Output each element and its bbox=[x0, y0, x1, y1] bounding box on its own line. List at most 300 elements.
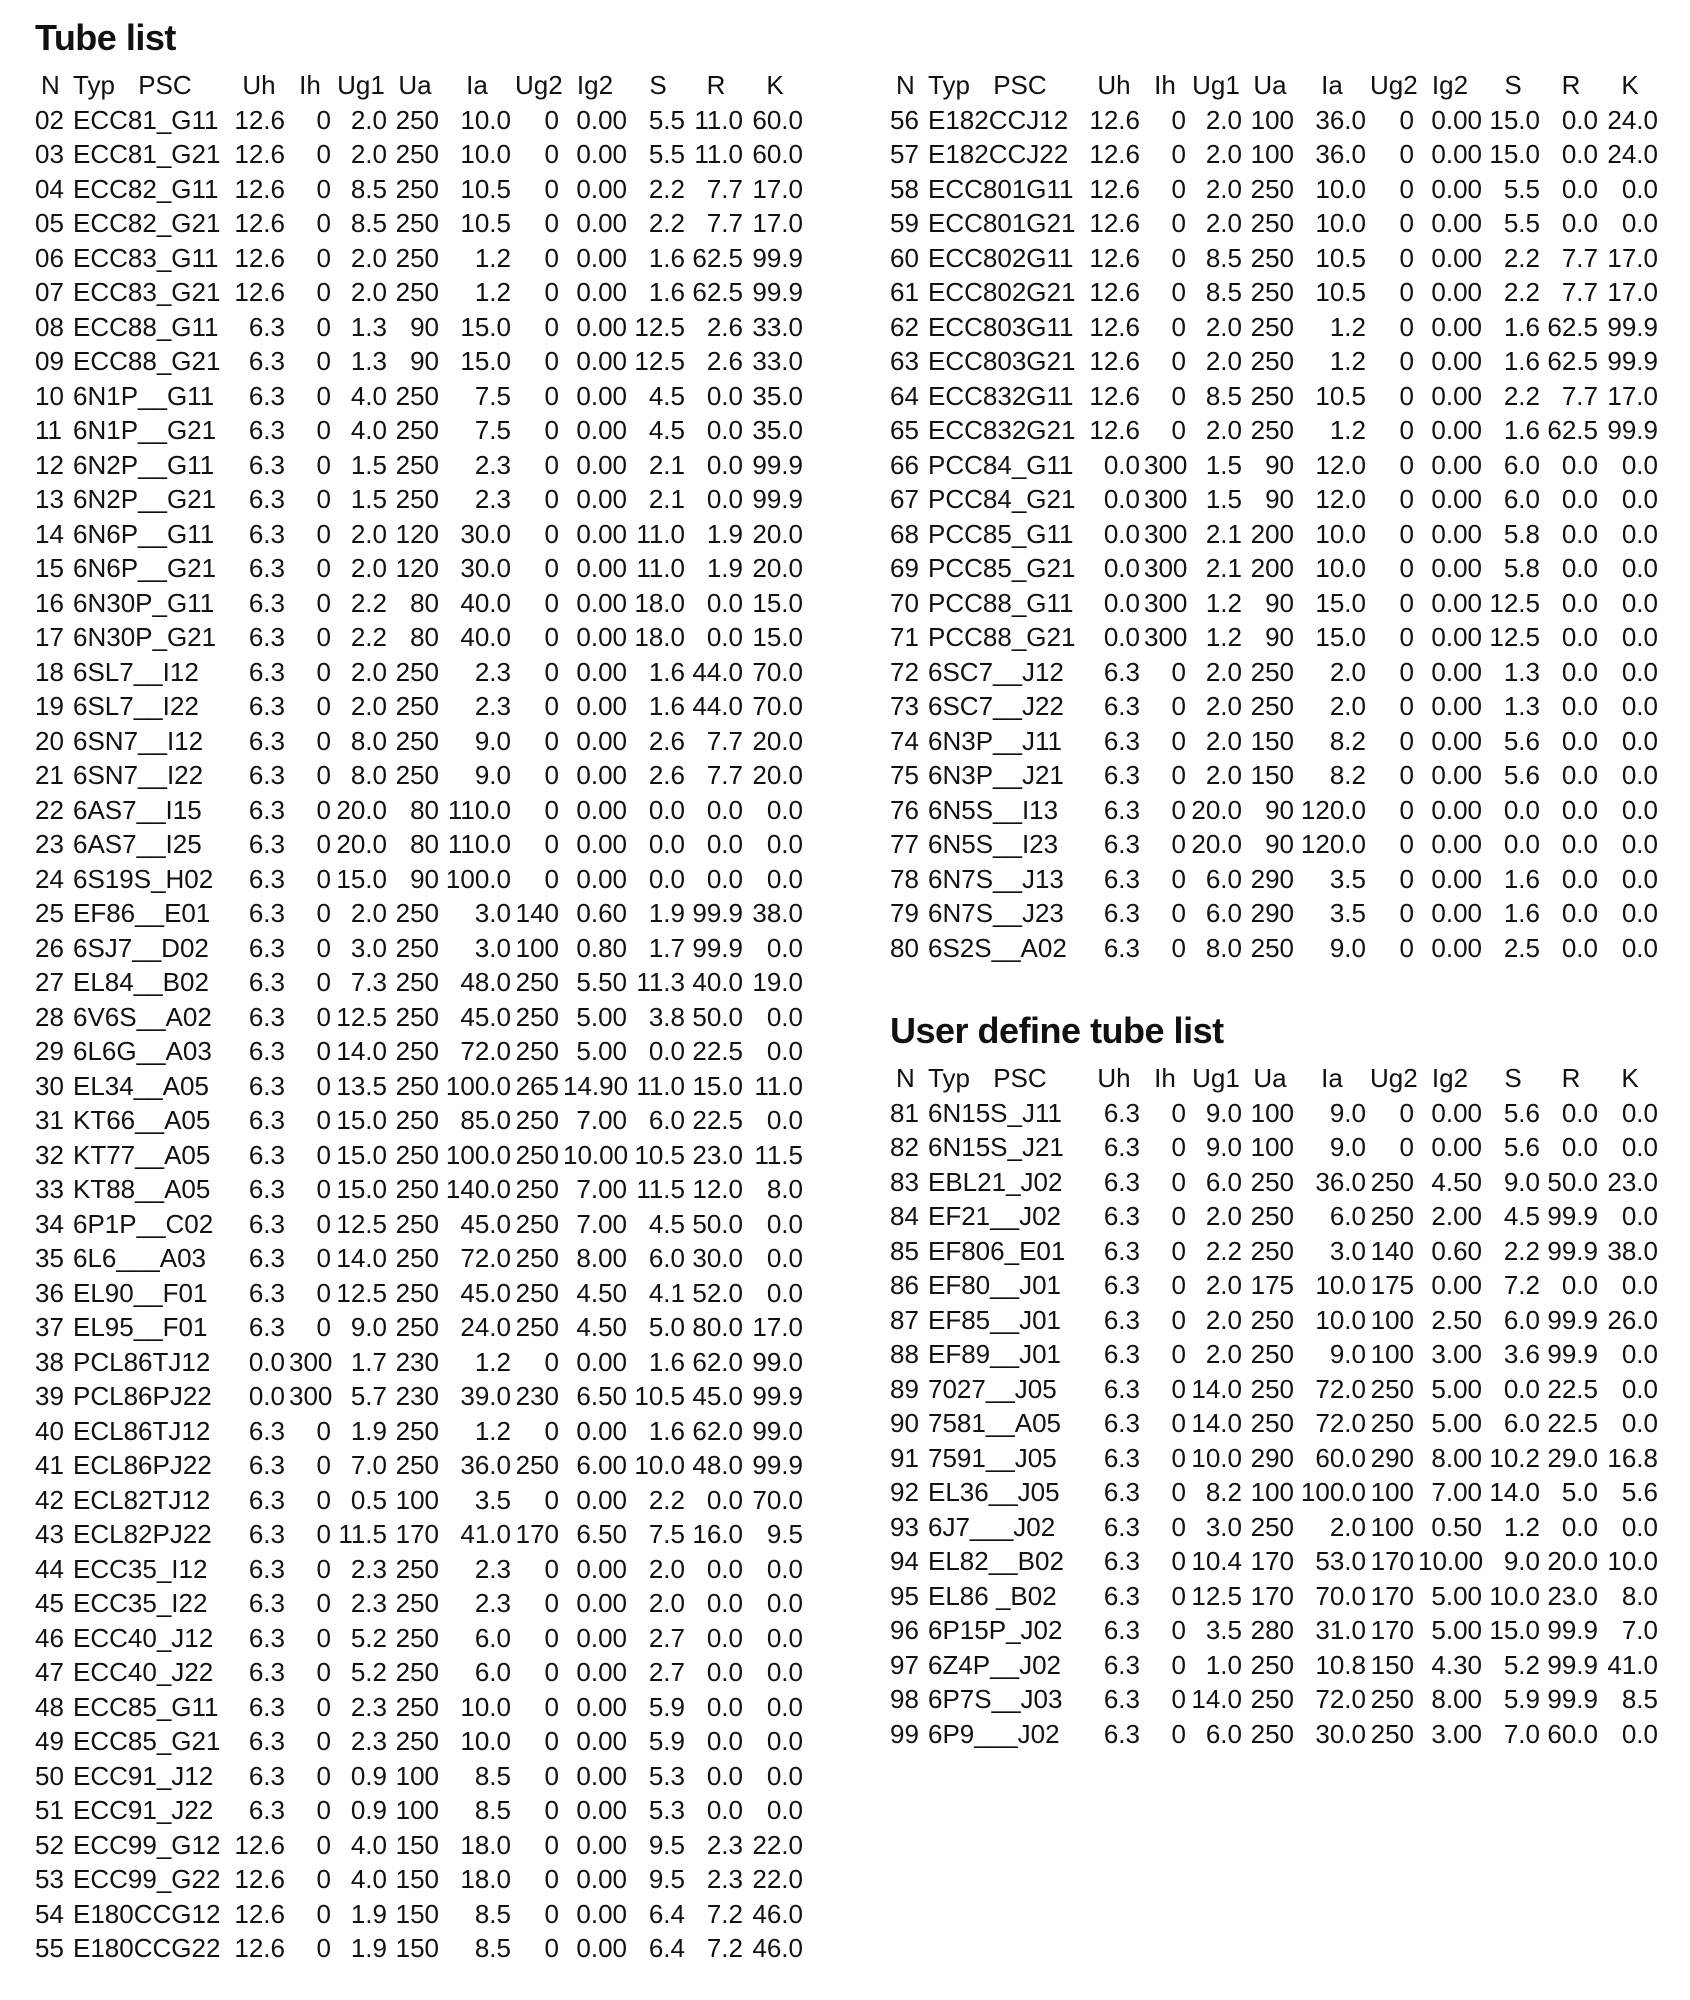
tube-type: 6AS7__I15 bbox=[73, 794, 202, 825]
tube-value: 0 bbox=[1399, 242, 1414, 273]
tube-value: 0.0 bbox=[648, 1036, 685, 1066]
tube-value: 250 bbox=[395, 1657, 439, 1687]
tube-value: 150 bbox=[1370, 1649, 1414, 1680]
tube-value: 250 bbox=[1370, 1373, 1414, 1404]
tube-value: 85.0 bbox=[460, 1105, 511, 1135]
tube-value: 6.0 bbox=[1205, 863, 1242, 894]
tube-value: 0 bbox=[1171, 1235, 1186, 1266]
tube-value: 0.0 bbox=[1561, 587, 1598, 618]
tube-value: 2.2 bbox=[648, 173, 685, 204]
tube-value: 0 bbox=[1399, 863, 1414, 894]
tube-number: 61 bbox=[890, 277, 919, 307]
tube-value: 0 bbox=[1171, 311, 1186, 342]
tube-value: 250 bbox=[1370, 1166, 1414, 1197]
tube-value: 170 bbox=[515, 1519, 559, 1549]
tube-value: 80 bbox=[410, 587, 439, 618]
tube-value: 0.00 bbox=[1431, 553, 1482, 583]
tube-value: 2.3 bbox=[474, 1553, 511, 1584]
tube-value: 0.0 bbox=[1561, 449, 1598, 480]
tube-type: ECC99_G22 bbox=[73, 1864, 221, 1894]
tube-number: 43 bbox=[35, 1519, 64, 1549]
tube-value: 0.00 bbox=[576, 760, 627, 790]
tube-value: 2.3 bbox=[474, 484, 511, 514]
tube-value: 2.2 bbox=[1503, 277, 1540, 307]
tube-number: 78 bbox=[890, 863, 919, 894]
tube-value: 250 bbox=[1250, 311, 1294, 342]
tube-value: 12.6 bbox=[234, 1864, 285, 1894]
tube-value: 11.3 bbox=[636, 967, 685, 997]
tube-type: ECC88_G11 bbox=[73, 311, 219, 342]
tube-value: 12.6 bbox=[1089, 104, 1140, 135]
tube-value: 1.6 bbox=[648, 242, 685, 273]
tube-value: 13.5 bbox=[336, 1070, 387, 1101]
tube-value: 99.9 bbox=[1547, 1235, 1598, 1266]
tube-value: 0.0 bbox=[766, 1691, 803, 1722]
tube-value: 10.0 bbox=[634, 1450, 685, 1480]
tube-value: 6.3 bbox=[248, 587, 285, 618]
tube-number: 23 bbox=[35, 829, 64, 859]
tube-value: 6.0 bbox=[474, 1657, 511, 1687]
tube-value: 250 bbox=[515, 1208, 559, 1239]
tube-value: 0 bbox=[316, 1312, 331, 1342]
tube-number: 86 bbox=[890, 1270, 919, 1300]
tube-row bbox=[35, 827, 825, 862]
tube-value: 9.0 bbox=[1329, 1097, 1366, 1128]
tube-value: 12.6 bbox=[1089, 311, 1140, 342]
tube-value: 4.5 bbox=[1503, 1201, 1540, 1231]
tube-value: 6.3 bbox=[248, 1036, 285, 1066]
tube-type: EBL21_J02 bbox=[928, 1166, 1063, 1197]
tube-value: 6.3 bbox=[1103, 1580, 1140, 1611]
tube-number: 73 bbox=[890, 691, 919, 721]
tube-value: 0.0 bbox=[706, 1622, 743, 1653]
tube-value: 0.0 bbox=[1561, 725, 1598, 756]
tube-value: 6.3 bbox=[1103, 1235, 1140, 1266]
tube-number: 16 bbox=[35, 587, 64, 618]
tube-value: 0.00 bbox=[576, 242, 627, 273]
tube-number: 60 bbox=[890, 242, 919, 273]
tube-row bbox=[890, 896, 1685, 931]
tube-value: 0 bbox=[544, 1588, 559, 1618]
tube-row bbox=[890, 586, 1685, 621]
tube-value: 0.0 bbox=[248, 1346, 285, 1377]
tube-row bbox=[35, 1414, 825, 1449]
tube-value: 15.0 bbox=[752, 587, 803, 618]
tube-value: 0.00 bbox=[1431, 932, 1482, 963]
tube-value: 3.5 bbox=[474, 1484, 511, 1515]
tube-value: 0 bbox=[1171, 760, 1186, 790]
tube-value: 0 bbox=[544, 622, 559, 652]
tube-value: 8.5 bbox=[1621, 1684, 1658, 1714]
tube-row bbox=[35, 482, 825, 517]
tube-value: 100 bbox=[395, 1795, 439, 1825]
tube-value: 0 bbox=[544, 104, 559, 135]
tube-value: 3.0 bbox=[474, 932, 511, 963]
tube-value: 50.0 bbox=[692, 1001, 743, 1032]
tube-number: 14 bbox=[35, 518, 64, 549]
tube-value: 250 bbox=[395, 1691, 439, 1722]
tube-value: 140 bbox=[1370, 1235, 1414, 1266]
tube-value: 0 bbox=[1171, 1201, 1186, 1231]
tube-value: 2.0 bbox=[350, 277, 387, 307]
tube-type: ECC801G11 bbox=[928, 173, 1074, 204]
tube-value: 0 bbox=[1399, 518, 1414, 549]
tube-value: 2.0 bbox=[1205, 760, 1242, 790]
tube-value: 9.0 bbox=[1205, 1097, 1242, 1128]
tube-number: 40 bbox=[35, 1415, 64, 1446]
tube-value: 10.0 bbox=[1191, 1442, 1242, 1473]
tube-value: 0.0 bbox=[1621, 691, 1658, 721]
tube-row bbox=[890, 793, 1685, 828]
tube-number: 37 bbox=[35, 1312, 64, 1342]
tube-value: 6.0 bbox=[1503, 449, 1540, 480]
tube-value: 0.0 bbox=[766, 1243, 803, 1273]
tube-value: 0.5 bbox=[350, 1484, 387, 1515]
tube-value: 12.0 bbox=[692, 1174, 743, 1204]
tube-value: 0.0 bbox=[1561, 656, 1598, 687]
tube-value: 290 bbox=[1250, 1442, 1294, 1473]
tube-row bbox=[35, 896, 825, 931]
tube-value: 60.0 bbox=[1547, 1718, 1598, 1749]
tube-value: 10.0 bbox=[1315, 553, 1366, 583]
header-psc: PSC bbox=[993, 1063, 1047, 1093]
tube-value: 2.3 bbox=[350, 1691, 387, 1722]
tube-row bbox=[35, 344, 825, 379]
tube-number: 45 bbox=[35, 1588, 64, 1618]
tube-value: 1.7 bbox=[648, 932, 685, 963]
tube-number: 98 bbox=[890, 1684, 919, 1714]
tube-value: 5.5 bbox=[1503, 173, 1540, 204]
tube-value: 0.0 bbox=[766, 829, 803, 859]
tube-value: 250 bbox=[515, 1174, 559, 1204]
tube-value: 2.3 bbox=[474, 449, 511, 480]
tube-value: 0 bbox=[316, 1519, 331, 1549]
tube-value: 5.50 bbox=[576, 967, 627, 997]
tube-value: 0.00 bbox=[576, 173, 627, 204]
tube-value: 0 bbox=[316, 1622, 331, 1653]
tube-type: 6P1P__C02 bbox=[73, 1208, 214, 1239]
tube-row bbox=[35, 689, 825, 724]
header-n: N bbox=[41, 70, 60, 100]
tube-value: 6.3 bbox=[1103, 1166, 1140, 1197]
tube-number: 08 bbox=[35, 311, 64, 342]
tube-value: 0.50 bbox=[1431, 1511, 1482, 1542]
tube-value: 2.3 bbox=[706, 1829, 743, 1860]
tube-row bbox=[890, 344, 1685, 379]
tube-value: 8.0 bbox=[1621, 1580, 1658, 1611]
tube-type: EL90__F01 bbox=[73, 1277, 208, 1308]
tube-number: 76 bbox=[890, 794, 919, 825]
tube-value: 1.9 bbox=[350, 1415, 387, 1446]
tube-value: 0.0 bbox=[648, 794, 685, 825]
tube-value: 10.5 bbox=[1315, 277, 1366, 307]
tube-value: 100 bbox=[395, 1484, 439, 1515]
tube-type: PCC85_G11 bbox=[928, 518, 1074, 549]
tube-type: 6SN7__I22 bbox=[73, 760, 204, 790]
tube-row bbox=[35, 448, 825, 483]
tube-value: 0 bbox=[1171, 1132, 1186, 1162]
tube-value: 6.3 bbox=[248, 932, 285, 963]
tube-value: 0 bbox=[316, 553, 331, 583]
tube-value: 15.0 bbox=[1489, 104, 1540, 135]
tube-value: 150 bbox=[395, 1933, 439, 1963]
tube-row bbox=[35, 310, 825, 345]
tube-value: 0.00 bbox=[576, 1898, 627, 1929]
tube-type: 6V6S__A02 bbox=[73, 1001, 212, 1032]
tube-value: 6.3 bbox=[248, 898, 285, 928]
tube-value: 0.00 bbox=[1431, 622, 1482, 652]
tube-value: 7.2 bbox=[1503, 1270, 1540, 1300]
tube-value: 0.00 bbox=[576, 1415, 627, 1446]
tube-value: 2.0 bbox=[648, 1588, 685, 1618]
tube-row bbox=[35, 1586, 825, 1621]
tube-value: 0 bbox=[316, 1243, 331, 1273]
tube-number: 44 bbox=[35, 1553, 64, 1584]
header-uh: Uh bbox=[242, 70, 276, 100]
tube-value: 0.00 bbox=[576, 1346, 627, 1377]
header-n: N bbox=[896, 70, 915, 100]
tube-value: 0.00 bbox=[576, 449, 627, 480]
tube-value: 7.00 bbox=[576, 1208, 627, 1239]
tube-value: 0.0 bbox=[766, 1622, 803, 1653]
tube-value: 4.5 bbox=[648, 380, 685, 411]
tube-value: 300 bbox=[1144, 449, 1188, 480]
tube-value: 12.5 bbox=[336, 1277, 387, 1308]
tube-value: 0 bbox=[544, 1795, 559, 1825]
tube-value: 70.0 bbox=[1315, 1580, 1366, 1611]
tube-value: 14.0 bbox=[336, 1036, 387, 1066]
tube-value: 15.0 bbox=[1315, 587, 1366, 618]
tube-value: 250 bbox=[395, 1450, 439, 1480]
tube-type: ECC803G11 bbox=[928, 311, 1074, 342]
tube-number: 56 bbox=[890, 104, 919, 135]
tube-value: 250 bbox=[1250, 1304, 1294, 1335]
tube-type: 7581__A05 bbox=[928, 1408, 1062, 1438]
tube-value: 6.0 bbox=[1503, 1408, 1540, 1438]
tube-value: 0.0 bbox=[766, 1001, 803, 1032]
tube-value: 4.50 bbox=[576, 1277, 627, 1308]
tube-value: 10.5 bbox=[634, 1381, 685, 1411]
tube-value: 2.0 bbox=[1205, 1339, 1242, 1369]
tube-value: 99.9 bbox=[1547, 1615, 1598, 1645]
tube-row bbox=[35, 1690, 825, 1725]
tube-value: 12.6 bbox=[234, 104, 285, 135]
tube-value: 100 bbox=[1250, 1132, 1294, 1162]
tube-value: 6.3 bbox=[1103, 1649, 1140, 1680]
tube-value: 2.3 bbox=[350, 1553, 387, 1584]
tube-row bbox=[890, 1510, 1685, 1545]
tube-value: 0.00 bbox=[576, 518, 627, 549]
tube-type: ECC40_J12 bbox=[73, 1622, 214, 1653]
tube-value: 250 bbox=[1250, 242, 1294, 273]
tube-value: 10.0 bbox=[460, 1691, 511, 1722]
tube-value: 99.9 bbox=[1607, 311, 1658, 342]
tube-value: 8.5 bbox=[474, 1898, 511, 1929]
tube-value: 12.5 bbox=[1191, 1580, 1242, 1611]
tube-row bbox=[890, 1475, 1685, 1510]
tube-value: 250 bbox=[1370, 1201, 1414, 1231]
tube-value: 230 bbox=[395, 1346, 439, 1377]
tube-value: 22.5 bbox=[1547, 1408, 1598, 1438]
tube-value: 0.0 bbox=[1561, 518, 1598, 549]
tube-value: 0 bbox=[316, 1484, 331, 1515]
tube-value: 0.00 bbox=[576, 415, 627, 445]
tube-value: 0.0 bbox=[1621, 1373, 1658, 1404]
tube-value: 0.0 bbox=[1561, 829, 1598, 859]
tube-value: 0.00 bbox=[576, 863, 627, 894]
tube-row bbox=[35, 655, 825, 690]
tube-row bbox=[890, 1130, 1685, 1165]
tube-value: 90 bbox=[410, 863, 439, 894]
tube-value: 10.4 bbox=[1191, 1546, 1242, 1576]
tube-value: 2.50 bbox=[1431, 1304, 1482, 1335]
tube-value: 5.5 bbox=[648, 104, 685, 135]
tube-value: 0 bbox=[1399, 208, 1414, 238]
tube-value: 6.0 bbox=[474, 1622, 511, 1653]
tube-value: 250 bbox=[1370, 1718, 1414, 1749]
tube-row bbox=[35, 103, 825, 138]
tube-value: 31.0 bbox=[1315, 1615, 1366, 1645]
tube-value: 3.8 bbox=[648, 1001, 685, 1032]
tube-value: 250 bbox=[395, 242, 439, 273]
tube-value: 12.6 bbox=[234, 1933, 285, 1963]
tube-value: 250 bbox=[395, 1208, 439, 1239]
tube-row bbox=[890, 1441, 1685, 1476]
tube-value: 8.5 bbox=[350, 173, 387, 204]
tube-value: 0 bbox=[316, 173, 331, 204]
tube-value: 0 bbox=[544, 1691, 559, 1722]
tube-value: 6.3 bbox=[248, 1139, 285, 1170]
tube-value: 140.0 bbox=[445, 1174, 511, 1204]
tube-value: 5.00 bbox=[1431, 1615, 1482, 1645]
tube-value: 6.3 bbox=[1103, 1477, 1140, 1507]
tube-value: 16.0 bbox=[692, 1519, 743, 1549]
tube-value: 70.0 bbox=[752, 1484, 803, 1515]
tube-value: 10.00 bbox=[563, 1139, 629, 1170]
tube-type: ECC83_G11 bbox=[73, 242, 219, 273]
tube-value: 250 bbox=[515, 1105, 559, 1135]
tube-value: 0.00 bbox=[576, 380, 627, 411]
tube-value: 0 bbox=[316, 242, 331, 273]
tube-value: 17.0 bbox=[1607, 242, 1658, 273]
tube-row bbox=[35, 1034, 825, 1069]
tube-value: 2.7 bbox=[648, 1657, 685, 1687]
tube-value: 0.0 bbox=[1561, 622, 1598, 652]
tube-value: 100 bbox=[1250, 1097, 1294, 1128]
tube-value: 7.0 bbox=[1503, 1718, 1540, 1749]
tube-value: 250 bbox=[395, 208, 439, 238]
tube-type: 6SL7__I12 bbox=[73, 656, 199, 687]
tube-value: 0.0 bbox=[1561, 1097, 1598, 1128]
tube-value: 250 bbox=[395, 1243, 439, 1273]
tube-value: 0.0 bbox=[766, 1795, 803, 1825]
tube-value: 0.0 bbox=[1561, 691, 1598, 721]
header-n: N bbox=[896, 1063, 915, 1093]
tube-value: 100 bbox=[1370, 1304, 1414, 1335]
tube-value: 6.3 bbox=[1103, 1684, 1140, 1714]
tube-value: 0 bbox=[316, 1898, 331, 1929]
header-s: S bbox=[649, 70, 667, 100]
tube-value: 6.3 bbox=[248, 656, 285, 687]
tube-value: 9.5 bbox=[648, 1829, 685, 1860]
tube-value: 4.0 bbox=[350, 1829, 387, 1860]
tube-value: 0.0 bbox=[706, 829, 743, 859]
tube-value: 90 bbox=[410, 311, 439, 342]
tube-value: 60.0 bbox=[752, 139, 803, 169]
tube-value: 0.00 bbox=[1431, 863, 1482, 894]
tube-value: 0 bbox=[316, 1070, 331, 1101]
tube-value: 0.0 bbox=[1621, 932, 1658, 963]
tube-value: 5.6 bbox=[1621, 1477, 1658, 1507]
tube-row bbox=[890, 103, 1685, 138]
tube-value: 10.0 bbox=[1315, 173, 1366, 204]
left-column bbox=[35, 16, 825, 1966]
tube-number: 92 bbox=[890, 1477, 919, 1507]
tube-value: 2.0 bbox=[350, 104, 387, 135]
tube-number: 32 bbox=[35, 1139, 64, 1170]
tube-number: 28 bbox=[35, 1001, 64, 1032]
tube-value: 0.0 bbox=[1561, 932, 1598, 963]
tube-value: 0.00 bbox=[576, 1622, 627, 1653]
tube-number: 87 bbox=[890, 1304, 919, 1335]
tube-value: 0 bbox=[1171, 829, 1186, 859]
tube-value: 38.0 bbox=[1607, 1235, 1658, 1266]
tube-value: 0 bbox=[1171, 1097, 1186, 1128]
tube-number: 58 bbox=[890, 173, 919, 204]
tube-value: 0.00 bbox=[1431, 173, 1482, 204]
tube-value: 99.9 bbox=[752, 277, 803, 307]
tube-value: 30.0 bbox=[460, 518, 511, 549]
tube-value: 0 bbox=[544, 760, 559, 790]
tube-value: 0.0 bbox=[706, 587, 743, 618]
tube-value: 8.5 bbox=[474, 1760, 511, 1791]
tube-value: 10.5 bbox=[460, 173, 511, 204]
tube-type: 6N1P__G11 bbox=[73, 380, 215, 411]
header-typ-psc bbox=[928, 1061, 1084, 1096]
tube-number: 18 bbox=[35, 656, 64, 687]
tube-value: 0 bbox=[544, 139, 559, 169]
tube-value: 0 bbox=[316, 1208, 331, 1239]
tube-number: 89 bbox=[890, 1373, 919, 1404]
tube-value: 7.00 bbox=[576, 1174, 627, 1204]
tube-value: 22.0 bbox=[752, 1864, 803, 1894]
tube-value: 300 bbox=[1144, 587, 1188, 618]
tube-value: 200 bbox=[1250, 518, 1294, 549]
tube-row bbox=[890, 689, 1685, 724]
tube-value: 6.3 bbox=[1103, 760, 1140, 790]
tube-value: 18.0 bbox=[460, 1864, 511, 1894]
tube-value: 1.6 bbox=[1503, 311, 1540, 342]
tube-value: 62.0 bbox=[692, 1415, 743, 1446]
tube-value: 7.0 bbox=[1621, 1615, 1658, 1645]
tube-value: 12.6 bbox=[234, 242, 285, 273]
tube-value: 5.00 bbox=[1431, 1373, 1482, 1404]
tube-value: 7.2 bbox=[706, 1933, 743, 1963]
tube-value: 6.3 bbox=[1103, 829, 1140, 859]
tube-type: EF80__J01 bbox=[928, 1270, 1061, 1300]
tube-value: 2.6 bbox=[648, 760, 685, 790]
tube-row bbox=[35, 137, 825, 172]
tube-value: 290 bbox=[1250, 863, 1294, 894]
tube-value: 1.6 bbox=[1503, 863, 1540, 894]
tube-value: 90 bbox=[1265, 587, 1294, 618]
tube-value: 11.0 bbox=[694, 139, 743, 169]
tube-value: 250 bbox=[395, 725, 439, 756]
tube-value: 18.0 bbox=[460, 1829, 511, 1860]
tube-value: 100.0 bbox=[1300, 1477, 1366, 1507]
tube-value: 8.2 bbox=[1329, 725, 1366, 756]
tube-value: 9.0 bbox=[474, 725, 511, 756]
